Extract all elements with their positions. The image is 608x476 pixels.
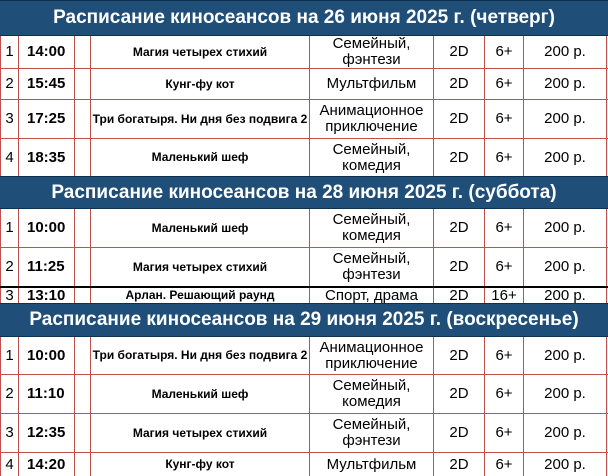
table-row bbox=[0, 375, 608, 413]
empty-cell bbox=[74, 36, 90, 68]
table-row bbox=[0, 337, 608, 374]
ticket-price: 200 р. bbox=[523, 248, 607, 286]
film-format: 2D bbox=[433, 69, 484, 99]
session-time: 12:35 bbox=[18, 414, 74, 452]
film-genre: Семейный, комедия bbox=[309, 375, 433, 413]
film-title: Маленький шеф bbox=[90, 139, 309, 176]
film-format: 2D bbox=[433, 414, 484, 452]
age-rating: 6+ bbox=[484, 337, 523, 374]
age-rating: 6+ bbox=[484, 69, 523, 99]
ticket-price: 200 р. bbox=[523, 139, 607, 176]
empty-cell bbox=[74, 288, 90, 303]
film-format: 2D bbox=[433, 139, 484, 176]
ticket-price: 200 р. bbox=[523, 36, 607, 68]
film-format: 2D bbox=[433, 209, 484, 247]
section-header: Расписание киносеансов на 26 июня 2025 г. (четверг) bbox=[0, 0, 608, 36]
ticket-price: 200 р. bbox=[523, 414, 607, 452]
ticket-price: 200 р. bbox=[523, 337, 607, 374]
film-title: Магия четырех стихий bbox=[90, 36, 309, 68]
film-format: 2D bbox=[433, 100, 484, 138]
ticket-price: 200 р. bbox=[523, 209, 607, 247]
empty-cell bbox=[74, 414, 90, 452]
empty-cell bbox=[74, 209, 90, 247]
age-rating: 6+ bbox=[484, 100, 523, 138]
film-genre: Спорт, драма bbox=[309, 288, 433, 303]
ticket-price: 200 р. bbox=[523, 453, 607, 476]
row-number: 2 bbox=[0, 248, 18, 286]
film-title: Кунг-фу кот bbox=[90, 453, 309, 476]
session-time: 10:00 bbox=[18, 209, 74, 247]
empty-cell bbox=[74, 453, 90, 476]
empty-cell bbox=[74, 100, 90, 138]
session-time: 11:25 bbox=[18, 248, 74, 286]
film-genre: Семейный, фэнтези bbox=[309, 414, 433, 452]
table-row bbox=[0, 209, 608, 247]
film-format: 2D bbox=[433, 248, 484, 286]
age-rating: 6+ bbox=[484, 414, 523, 452]
empty-cell bbox=[74, 139, 90, 176]
film-genre: Анимационное приключение bbox=[309, 337, 433, 374]
row-number: 4 bbox=[0, 453, 18, 476]
ticket-price: 200 р. bbox=[523, 375, 607, 413]
section-header: Расписание киносеансов на 28 июня 2025 г. (суббота) bbox=[0, 176, 608, 209]
film-title: Маленький шеф bbox=[90, 209, 309, 247]
age-rating: 6+ bbox=[484, 453, 523, 476]
age-rating: 6+ bbox=[484, 209, 523, 247]
film-format: 2D bbox=[433, 288, 484, 303]
film-genre: Семейный, комедия bbox=[309, 139, 433, 176]
film-title: Маленький шеф bbox=[90, 375, 309, 413]
session-time: 15:45 bbox=[18, 69, 74, 99]
film-genre: Анимационное приключение bbox=[309, 100, 433, 138]
table-row bbox=[0, 414, 608, 452]
session-time: 18:35 bbox=[18, 139, 74, 176]
film-format: 2D bbox=[433, 375, 484, 413]
film-genre: Мультфильм bbox=[309, 69, 433, 99]
table-row bbox=[0, 288, 608, 303]
section-header: Расписание киносеансов на 29 июня 2025 г. (воскресенье) bbox=[0, 303, 608, 337]
empty-cell bbox=[74, 375, 90, 413]
session-time: 10:00 bbox=[18, 337, 74, 374]
empty-cell bbox=[74, 337, 90, 374]
row-number: 3 bbox=[0, 100, 18, 138]
ticket-price: 200 р. bbox=[523, 100, 607, 138]
row-number: 2 bbox=[0, 375, 18, 413]
session-time: 14:20 bbox=[18, 453, 74, 476]
age-rating: 6+ bbox=[484, 375, 523, 413]
film-title: Магия четырех стихий bbox=[90, 414, 309, 452]
row-number: 2 bbox=[0, 69, 18, 99]
film-format: 2D bbox=[433, 337, 484, 374]
table-row bbox=[0, 139, 608, 176]
session-time: 14:00 bbox=[18, 36, 74, 68]
row-number: 3 bbox=[0, 288, 18, 303]
session-time: 17:25 bbox=[18, 100, 74, 138]
film-format: 2D bbox=[433, 453, 484, 476]
ticket-price: 200 р. bbox=[523, 69, 607, 99]
row-number: 1 bbox=[0, 36, 18, 68]
table-row bbox=[0, 100, 608, 138]
table-row bbox=[0, 453, 608, 476]
table-row bbox=[0, 248, 608, 286]
film-genre: Семейный, фэнтези bbox=[309, 36, 433, 68]
empty-cell bbox=[74, 69, 90, 99]
film-genre: Семейный, комедия bbox=[309, 209, 433, 247]
age-rating: 6+ bbox=[484, 139, 523, 176]
table-row bbox=[0, 36, 608, 68]
film-genre: Семейный, фэнтези bbox=[309, 248, 433, 286]
session-time: 11:10 bbox=[18, 375, 74, 413]
film-title: Арлан. Решающий раунд bbox=[90, 288, 309, 303]
age-rating: 6+ bbox=[484, 36, 523, 68]
film-title: Магия четырех стихий bbox=[90, 248, 309, 286]
ticket-price: 200 р. bbox=[523, 288, 607, 303]
age-rating: 16+ bbox=[484, 288, 523, 303]
session-time: 13:10 bbox=[18, 288, 74, 303]
row-number: 1 bbox=[0, 337, 18, 374]
film-format: 2D bbox=[433, 36, 484, 68]
empty-cell bbox=[74, 248, 90, 286]
age-rating: 6+ bbox=[484, 248, 523, 286]
film-genre: Мультфильм bbox=[309, 453, 433, 476]
film-title: Кунг-фу кот bbox=[90, 69, 309, 99]
film-title: Три богатыря. Ни дня без подвига 2 bbox=[90, 100, 309, 138]
row-number: 4 bbox=[0, 139, 18, 176]
row-number: 1 bbox=[0, 209, 18, 247]
table-row bbox=[0, 69, 608, 99]
row-number: 3 bbox=[0, 414, 18, 452]
film-title: Три богатыря. Ни дня без подвига 2 bbox=[90, 337, 309, 374]
